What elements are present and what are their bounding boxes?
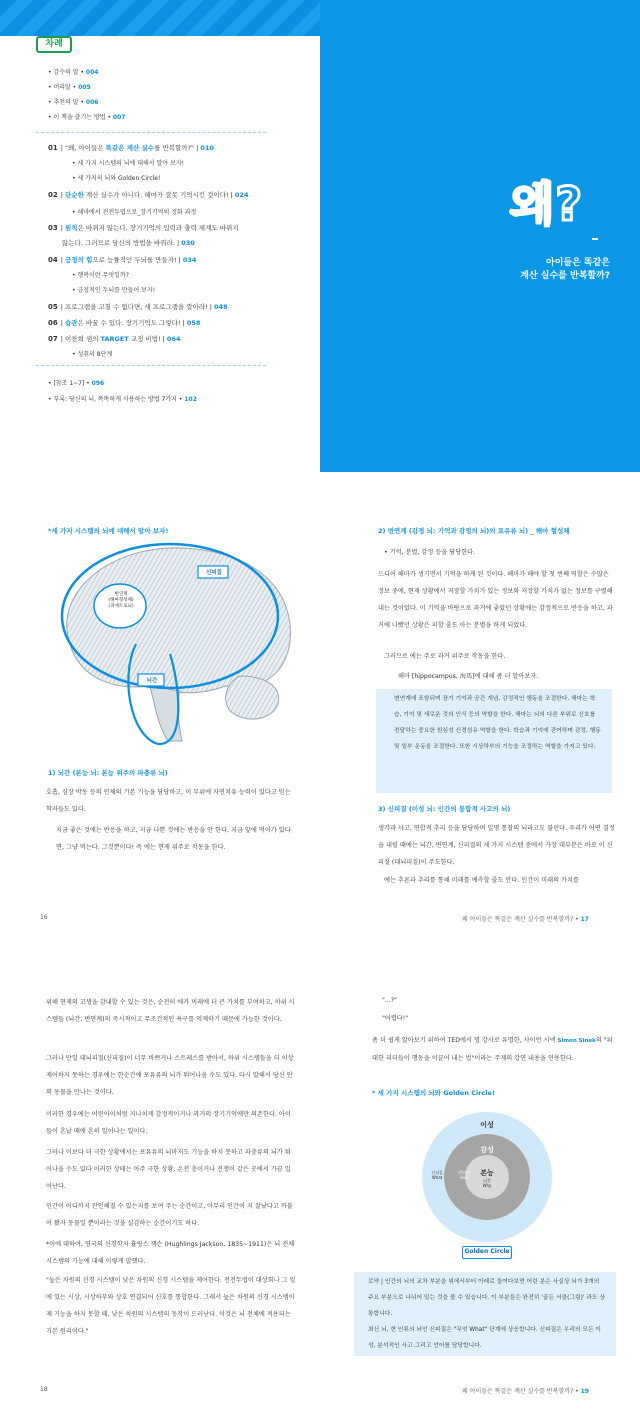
hippocampus-box-text: 변연계에 포함되며 장기 기억과 공간 개념, 감정적인 행동을 조절한다. 해마는 학습, 기억 및 새로운 것의 인식 등의 역할을 한다. 해마는 뇌의 다른 부위로 신호를 전달하는 중요한 원심성 신경섬유 역할을 한다. 학습과 기억에 관여하며 감정, 행동 및 일부 운동을 조절한다. 또한 시상하부의 기능을 조절하는 역할을 가지고 있다. bbox=[394, 696, 601, 750]
page16-para2: 지금 좋은 것에는 반응을 하고, 지금 나쁜 것에는 반응을 안 한다. 지금 앞에 먹이가 있다면, 그냥 먹는다. 그것뿐이다! 즉 에는 현재 위주로 작동을 한다. bbox=[56, 827, 291, 851]
section3-title: 3) 신피질 (이성 뇌: 인간의 통합적 사고의 뇌) bbox=[378, 805, 511, 813]
page18-para3: 이러한 경우에는 어린아이처럼 지나치게 감정적이거나 과거의 장기기억에만 의존한다. 아이들이 흔날 때에 흔히 일어나는 일이다. bbox=[46, 1111, 291, 1135]
toc-chapter-05[interactable]: 05 | 프로그램을 고칠 수 없다면, 새 프로그램을 깔아라! | 048 bbox=[48, 303, 228, 311]
page18-para6: *이에 대하여, 영국의 신경학자 휼링스 잭슨 (Hughlings Jackson, 1835~1911)은 뇌 전체 시스템의 기능에 대해 이렇게 말했다. bbox=[46, 1241, 295, 1265]
toc-header-pattern bbox=[0, 0, 320, 36]
page-footer: 왜 아이들은 똑같은 계산 실수를 반복할까? • 19 bbox=[462, 1388, 589, 1395]
page-number: 16 bbox=[40, 914, 48, 921]
page17-para1: 드디어 해마가 생기면서 기억을 하게 된 것이다. 해마가 해야 할 첫 번째 역할은 수많은 정보 중에, 현재 상황에서 저장할 가치가 있는 정보와 저장할 가치가 없는 정보를 구별해 내는 것이었다. 이 기억을 바탕으로 과거에 좋았던 상황에는 감정적으로 반응을 하고, 과거에 나빴던 상황은 피할 줄도 아는 분별을 하게 되었다. bbox=[378, 571, 613, 629]
toc-chapter-06[interactable]: 06 | 습관은 바꿀 수 있다. 장기기억도 그렇다! | 058 bbox=[48, 319, 201, 327]
page18-para1: 위해 현재의 고생을 감내할 수 있는 것은, 순전히 에가 미래에 더 큰 가치를 부여하고, 하위 시스템들 (뇌간, 변연계)의 즉시적이고 무조건적인 욕구를 억제하기 때문에 가능한 것이다. bbox=[46, 999, 295, 1023]
inner-label: 본능 bbox=[480, 1169, 494, 1177]
cover-subtitle-line2: 계산 실수를 반복할까? bbox=[520, 271, 610, 281]
page19-q1: "...?" bbox=[382, 997, 397, 1004]
golden-circle-label: Golden Circle bbox=[462, 1246, 512, 1259]
page16-para1: 호흡, 심장 박동 등의 인체의 기본 기능을 담당하고, 이 부위에 자연치유 능력이 있다고 믿는 학자들도 있다. bbox=[46, 789, 291, 813]
page19-q2: "어렵다!" bbox=[382, 1015, 409, 1022]
outer-sub-label: 신피질 What bbox=[431, 1170, 443, 1180]
section2-title: 2) 변연계 (감정 뇌: 기억과 감정의 뇌)의 포유류 뇌) _ 해마 형성체 bbox=[378, 527, 570, 535]
divider bbox=[36, 132, 266, 133]
toc-badge: 차례 bbox=[36, 36, 72, 53]
toc-front-item[interactable]: • 추천의 말 • 006 bbox=[48, 99, 99, 106]
toc-back-item[interactable]: • [참조 1~7] • 096 bbox=[48, 380, 105, 387]
box-para2: 최신 뇌, 현 인류의 뇌인 신피질은 "무엇 What" 단계에 상응합니다. 신피질은 우리의 모든 이성, 분석적인 사고 그리고 언어를 담당합니다. bbox=[368, 1327, 601, 1349]
cover-subtitle-line1: 아이들은 똑같은 bbox=[546, 258, 610, 268]
golden-circle-section-title: * 세 가지 시스템의 뇌와 Golden Circle! bbox=[372, 1089, 495, 1097]
cover-panel bbox=[320, 0, 640, 472]
toc-front-item[interactable]: • 머리말 • 005 bbox=[48, 84, 91, 91]
cover-big-title: 왜? bbox=[510, 177, 584, 231]
page-number: 18 bbox=[40, 1386, 48, 1393]
spread-16-17 bbox=[0, 500, 640, 940]
page-footer: 왜 아이들은 똑같은 계산 실수를 반복할까? • 17 bbox=[462, 916, 589, 923]
hippocampus-box bbox=[376, 689, 612, 793]
toc-back-item[interactable]: • 부록: 당신의 뇌, 똑똑하게 사용하는 방법 7가지 • 102 bbox=[48, 396, 197, 403]
page17-para3: 생각과 사고, 연합적 추리 등을 담당하며 일명 통찰의 뇌라고도 불린다. 우리가 어떤 결정을 내릴 때에는 뇌간, 변연계, 신피질의 세 가지 시스템 중에서 가장 대부분은 바로 이 신피질 (대뇌피질)이 주도한다. bbox=[378, 825, 615, 866]
page18-para2: 그러나 만일 대뇌피질(신피질)이 너무 바쁘거나 스트레스를 받아서, 하위 시스템들을 더 이상 제어하지 못하는 경우에는 한순간에 포유류의 뇌가 튀어나올 수도 있다. 다시 말해서 당신 안의 동물을 만나는 것이다. bbox=[46, 1055, 294, 1096]
page18-para4: 그러나 이보다 더 극한 상황에서는 포유류의 뇌마저도 기능을 하지 못하고 파충류의 뇌가 튀어나올 수도 있다 이러한 상태는 아주 극한 상황, 온전 충이거나 전쟁이 같은 곳에서 가끔 일어난다. bbox=[46, 1149, 291, 1190]
page17-para2: 그러므로 에는 주로 과거 위주로 작동을 한다. bbox=[384, 653, 506, 660]
middle-sub-label: 변연계 How bbox=[458, 1170, 470, 1180]
section1-title: 1) 뇌간 (본능 뇌: 본능 위주의 파충류 뇌) bbox=[48, 769, 168, 777]
toc-chapter-01[interactable]: 01 | "왜, 아이들은 똑같은 계산 실수를 반복할까?" | 010 bbox=[48, 144, 214, 152]
toc-chapter-03[interactable]: 03 | 원칙은 바뀌지 않는다. 장기기억의 입력과 출력 체계도 바뀌지 bbox=[48, 224, 239, 232]
toc-chapter-02[interactable]: 02 | 단순한 계산 실수가 아니다. 해마가 잘못 기억시킨 것이다! | 024 bbox=[48, 191, 249, 199]
toc-chapter-03-cont[interactable]: 않는다. 그러므로 당신의 방법을 바꿔라. | 030 bbox=[62, 239, 195, 247]
golden-circle-box bbox=[354, 1272, 616, 1356]
page19-para1: 좀 더 쉽게 알아보기 위하여 TED에서 명 강사로 유명한, 사이먼 시넥 Simon Sinek의 "위대한 리더들이 행동을 이끌어 내는 법"이라는 주제의 강연 내용을 인용한다. bbox=[372, 1037, 613, 1062]
spread-18-19 bbox=[0, 968, 640, 1419]
page17-para4: 에는 추론과 추리를 통해 미래를 예측할 줄도 안다. 인간이 미래의 가치를 bbox=[384, 877, 579, 884]
section2-bullet: • 기억, 분별, 감정 등을 담당한다. bbox=[384, 549, 476, 556]
page18-para5: 인간이 어디까지 잔인해질 수 있는지를 보여 주는 순간이고, 아무리 인간이 지 잘났다고 까불어 봤자 동물일 뿐이라는 것을 실감하는 순간이기도 하다. bbox=[46, 1203, 293, 1227]
page16-title: *세 가지 시스템의 뇌에 대해서 알아 보자! bbox=[48, 527, 169, 535]
toc-subitem[interactable]: • 행복이란 무엇일까? bbox=[72, 272, 129, 279]
hippocampus-line: 해마 [hippocampus, 海馬]에 대해 좀 더 알아보자. bbox=[398, 673, 539, 680]
limbic-label: 변연계 (해마형성체) (피에트로뇌) bbox=[108, 592, 134, 609]
page18-quote: "높은 차원의 신경 시스템이 낮은 차원의 신경 시스템을 제어한다. 전전두엽이 대상회나 그 밑에 있는 시상, 시상하부와 상호 연결되어 신호를 통합한다. 그래서 높은 차원의 신경 시스템이 제 기능을 하지 못할 때, 낮은 차원의 시스템의 동작이 드러난다. 이것은 뇌 전체에 적용되는 기본 원리이다." bbox=[46, 1277, 296, 1335]
toc-subitem[interactable]: • 세 가지의 뇌와 Golden Circle! bbox=[72, 175, 161, 182]
neocortex-label: 신피질 bbox=[206, 570, 222, 576]
toc-subitem[interactable]: • 해마에서 전전두엽으로_장기기억의 정화 과정 bbox=[72, 209, 197, 216]
inner-sub-label: 뇌간 Why bbox=[482, 1178, 492, 1188]
toc-front-item[interactable]: • 이 책을 즐기는 방법 • 007 bbox=[48, 114, 126, 121]
spread-gap bbox=[0, 940, 640, 968]
divider bbox=[36, 365, 266, 366]
toc-chapter-04[interactable]: 04 | 긍정의 힘으로 능률적인 두뇌를 만들자! | 034 bbox=[48, 256, 197, 264]
toc-subitem[interactable]: • 긍정적인 두뇌를 만들어 보자! bbox=[72, 287, 156, 294]
brain-illustration bbox=[50, 536, 302, 746]
toc-subitem[interactable]: • 성취의 8단계 bbox=[72, 351, 113, 358]
cover-dash bbox=[592, 238, 598, 240]
outer-label: 이성 bbox=[480, 1121, 494, 1129]
toc-front-item[interactable]: • 감수의 말 • 004 bbox=[48, 69, 99, 76]
middle-label: 감성 bbox=[480, 1146, 494, 1154]
brainstem-label: 뇌간 bbox=[146, 678, 158, 684]
toc-spread bbox=[0, 0, 640, 472]
toc-chapter-07[interactable]: 07 | 이찬희 샘의 TARGET 교정 비법! | 064 bbox=[48, 335, 181, 343]
box-para1: 로약 | 인간의 뇌의 교차 부분을 위에서부터 아래로 들여다보면 어린 분은 사실상 뇌가 3개의 주요 부분으로 나뉘어 있는 것을 볼 수 있습니다. 이 부분들은 완전히 '골든 서클(그림)' 과도 상통합니다. bbox=[368, 1279, 605, 1317]
toc-subitem[interactable]: • 세 가지 시스템의 뇌에 대해서 알아 보자! bbox=[72, 160, 185, 167]
brain-pointer bbox=[54, 542, 74, 556]
spread-gap bbox=[0, 472, 640, 500]
